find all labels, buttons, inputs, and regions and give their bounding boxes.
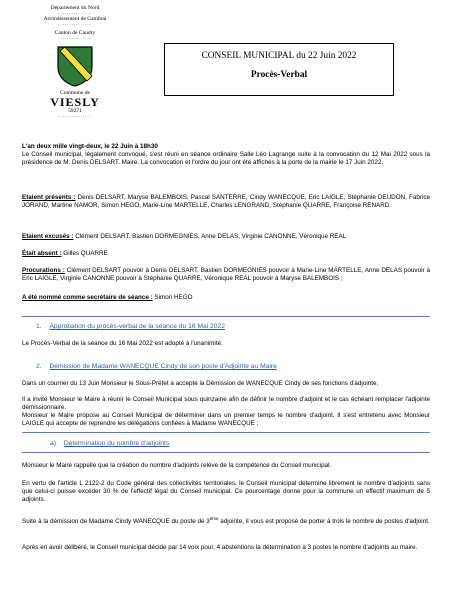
commune-label: Commune de xyxy=(60,90,90,96)
section-2-paragraph-2: Il a invité Monsieur le Maire à réunir le Conseil Municipal sous quinzaine afin de définir le nombre d'adjoint et le cas échéant remplacer l'adjointe démissionnaire. xyxy=(22,396,430,411)
subsection-a-paragraph-2: En vertu de l'article L 2122-2 du Code général des collectivités territoriales, le Conseil municipal détermine librement le nombre d'adjoints sans que celui-ci puisse excéder 30 % de l'effectif légal du Conseil municipal. Ce pourcentage donne pour la commune un effectif maximum de 5 adjoints. xyxy=(22,480,430,503)
section-divider xyxy=(22,316,430,317)
section-1-title: Approbation du procès-verbal de la séance du 16 Mai 2022 xyxy=(49,323,225,330)
secretary-name: Simon HEGO xyxy=(152,294,193,301)
session-intro-paragraph: Le Conseil municipal, légalement convoqué, s'est réuni en séance ordinaire Salle Léo Lagrange suite à la convocation du 12 Mai 2022 sous la présidence de M. Denis DELSART, Maire. La convocation et l'ordre du jour ont été affichés à la porte de la mairie le 17 Juin 2022. xyxy=(22,151,430,166)
document-type: Procès-Verbal xyxy=(250,70,308,80)
paragraph-3-end: adjointe, il vous est proposé de porter à trois le nombre de postes d'adjoint. xyxy=(218,518,430,526)
coat-of-arms-icon xyxy=(56,45,94,87)
meeting-title: CONSEIL MUNICIPAL du 22 Juin 2022 xyxy=(201,51,357,61)
department-label: Département du Nord xyxy=(50,5,100,11)
paragraph-3-start: Suite à la démission de Madame Cindy WANECQUE du poste de 3 xyxy=(22,518,210,526)
section-2-heading xyxy=(36,363,426,371)
section-2-paragraph-1: Dans un courrier du 13 Juin Monsieur le Sous-Préfet a accepté la Démission de WANECQUE Cindy de ses fonctions d'adjointe. xyxy=(22,380,379,387)
postal-code: 59271 xyxy=(68,108,82,114)
absent-list: Gilles QUARRE xyxy=(61,250,108,257)
subsection-a-paragraph-4: Après en avoir délibéré, le Conseil municipal décide par 14 voix pour, 4 abstentions la détermination à 3 postes le nombre d'adjoints au maire. xyxy=(22,544,418,551)
subsection-divider xyxy=(22,452,430,453)
subsection-divider xyxy=(22,432,430,433)
proxies-list: Clément DELSART pouvoir à Denis DELSART, Bastien DORMEGNIES pouvoir à Marie-Line MARTELLE, Anne DELAS pouvoir à Eric LAIGLE, Virginie CANONNE pouvoir à Stéphanie QUARRE, Véronique REAL pouvoir à Maryse BALEMBOIS ; xyxy=(22,267,431,282)
proxies-label: Procurations : xyxy=(22,267,65,274)
separator-dots: ............... xyxy=(58,114,92,119)
subsection-a-letter: a) xyxy=(50,440,56,447)
section-1-body: Le Procès-Verbal de la séance du 16 Mai 2022 est adopté à l'unanimité. xyxy=(22,340,223,347)
proxies xyxy=(22,267,430,283)
excused-label: Etaient excusés : xyxy=(22,233,74,240)
section-2-number: 2. xyxy=(36,363,42,370)
session-date-heading: L'an deux mille vingt-deux, le 22 Juin à 18h30 xyxy=(22,143,158,150)
secretary xyxy=(22,294,430,302)
separator-dots: ............... xyxy=(58,36,92,41)
subsection-a-title: Détermination du nombre d'adjoints xyxy=(63,440,170,447)
secretary-label: A été nommé comme secrétaire de séance : xyxy=(22,294,153,301)
separator-dots: ............... xyxy=(58,11,92,16)
section-1-heading xyxy=(36,323,426,331)
excused-members xyxy=(22,233,430,241)
excused-list: Clément DELSART, Bastien DORMEGNIES, Anne DELAS, Virginie CANONNE, Véronique REAL xyxy=(73,233,347,240)
section-2-paragraph-3: Monsieur le Maire propose au Conseil Municipal de déterminer dans un premier temps le nombre d'adjoint. Il s'est entretenu avec Monsieur LAIGLE qui accepte de reprendre les délégations confiées à Madame WANECQUE ; xyxy=(22,412,430,427)
commune-header xyxy=(0,0,150,119)
subsection-a-paragraph-3 xyxy=(22,515,430,526)
subsection-a-heading xyxy=(50,440,426,448)
canton-label: Canton de Caudry xyxy=(54,30,96,36)
subsection-a-paragraph-1: Monsieur le Maire rappelle que la création du nombre d'adjoints relève de la compétence du Conseil municipal. xyxy=(22,462,332,469)
absent-label: Était absent : xyxy=(22,250,62,257)
present-list: Denis DELSART, Maryse BALEMBOIS, Pascal SANTERRE, Cindy WANECQUE, Eric LAIGLE, Stéphanie DEUDON, Fabrice JORAND, Martine NAMOR, Simon HEGO, Marie-Line MARTELLE, Charles LENGRAND, Stéphanie QUARRE, Françoise RENARD. xyxy=(22,194,430,209)
section-1-number: 1. xyxy=(36,323,42,330)
present-members xyxy=(22,194,430,210)
ordinal-suffix: ème xyxy=(209,516,219,521)
arrondissement-label: Arrondissement de Cambrai xyxy=(43,16,107,22)
present-label: Etaient présents : xyxy=(22,194,76,201)
absent-members xyxy=(22,250,430,258)
town-name: VIESLY xyxy=(50,95,100,109)
section-2-title: Démission de Madame WANECQUE Cindy de son poste d'Adjointe au Maire xyxy=(49,363,277,370)
separator-dots: ............... xyxy=(58,22,92,27)
document-title-box xyxy=(164,43,394,96)
